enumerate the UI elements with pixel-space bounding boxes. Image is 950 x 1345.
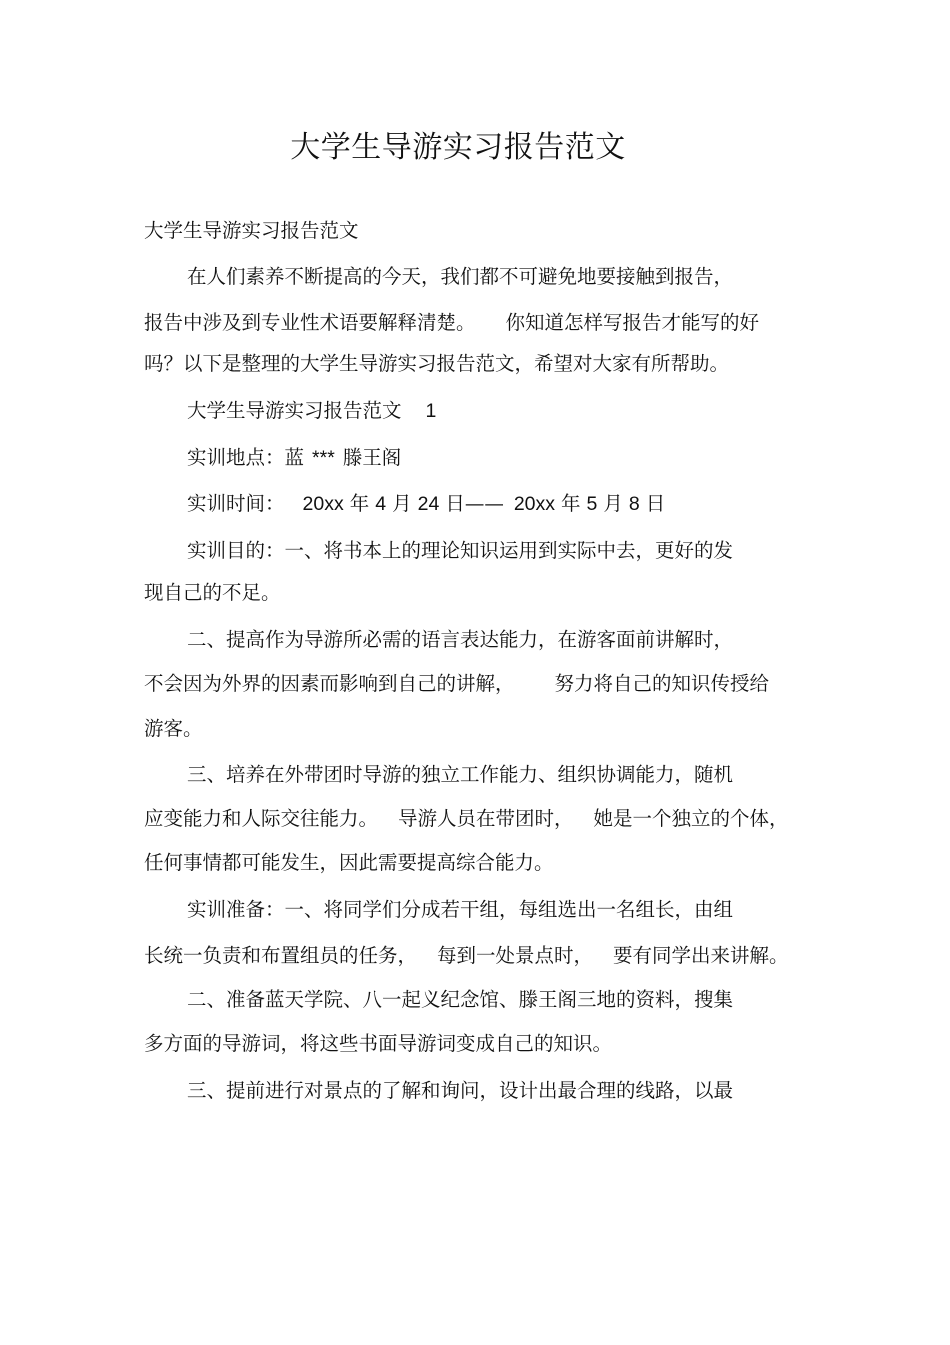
purpose2-line-2a: 不会因为外界的因素而影响到自己的讲解， [144, 672, 515, 695]
time-ri-2: 日 [645, 492, 666, 515]
purpose-line-1: 实训目的：一、将书本上的理论知识运用到实际中去，更好的发 [187, 539, 734, 562]
prep3-line-1: 三、提前进行对景点的了解和询问，设计出最合理的线路，以最 [187, 1079, 734, 1102]
time-start-year: 20xx [302, 493, 344, 515]
time-yue-1: 月 [392, 492, 412, 515]
time-ri-1: 日—— [445, 492, 504, 515]
location-stars: *** [312, 447, 335, 469]
intro-line-2 [144, 310, 759, 336]
time-yue-2: 月 [603, 492, 623, 515]
purpose2-line-2 [144, 671, 769, 697]
location-place: 滕王阁 [342, 446, 402, 469]
intro-line-2b: 你知道怎样写报告才能写的好 [505, 311, 760, 334]
time-start-month: 4 [375, 493, 387, 515]
section-number: 1 [425, 400, 437, 422]
purpose3-line-2c: 她是一个独立的个体， [593, 807, 789, 830]
document-title: 大学生导游实习报告范文 [290, 130, 626, 165]
time-label: 实训时间： [187, 492, 285, 515]
time-end-day: 8 [628, 493, 640, 515]
intro-line-1: 在人们素养不断提高的今天，我们都不可避免地要接触到报告， [187, 265, 734, 288]
section-heading-text: 大学生导游实习报告范文 [187, 399, 402, 422]
prep1-line-2a: 长统一负责和布置组员的任务， [144, 944, 418, 967]
purpose2-line-1: 二、提高作为导游所必需的语言表达能力，在游客面前讲解时， [187, 628, 734, 651]
purpose-line-2: 现自己的不足。 [144, 581, 281, 604]
time-nian-1: 年 [349, 492, 370, 515]
prep1-line-1: 实训准备：一、将同学们分成若干组，每组选出一名组长，由组 [187, 898, 734, 921]
prep2-line-2: 多方面的导游词，将这些书面导游词变成自己的知识。 [144, 1032, 613, 1055]
location-line [187, 445, 401, 471]
intro-line-2a: 报告中涉及到专业性术语要解释清楚。 [144, 311, 476, 334]
subtitle: 大学生导游实习报告范文 [144, 219, 359, 242]
purpose3-line-1: 三、培养在外带团时导游的独立工作能力、组织协调能力，随机 [187, 763, 734, 786]
purpose3-line-3: 任何事情都可能发生，因此需要提高综合能力。 [144, 851, 554, 874]
time-nian-2: 年 [561, 492, 581, 515]
section-heading [187, 398, 436, 424]
purpose2-line-3: 游客。 [144, 717, 203, 740]
time-end-month: 5 [586, 493, 598, 515]
purpose2-line-2b: 努力将自己的知识传授给 [554, 672, 770, 695]
intro-line-3: 吗？以下是整理的大学生导游实习报告范文，希望对大家有所帮助。 [144, 352, 730, 375]
purpose3-line-2b: 导游人员在带团时， [398, 807, 574, 830]
prep1-line-2b: 每到一处景点时， [437, 944, 594, 967]
location-label: 实训地点：蓝 [187, 446, 305, 469]
time-line [187, 491, 665, 517]
prep2-line-1: 二、准备蓝天学院、八一起义纪念馆、滕王阁三地的资料，搜集 [187, 988, 734, 1011]
purpose3-line-2a: 应变能力和人际交往能力。 [144, 807, 379, 830]
prep1-line-2c: 要有同学出来讲解。 [613, 944, 789, 967]
time-end-year: 20xx [513, 493, 556, 515]
purpose3-line-2 [144, 806, 789, 832]
prep1-line-2 [144, 943, 789, 969]
time-start-day: 24 [417, 493, 440, 515]
